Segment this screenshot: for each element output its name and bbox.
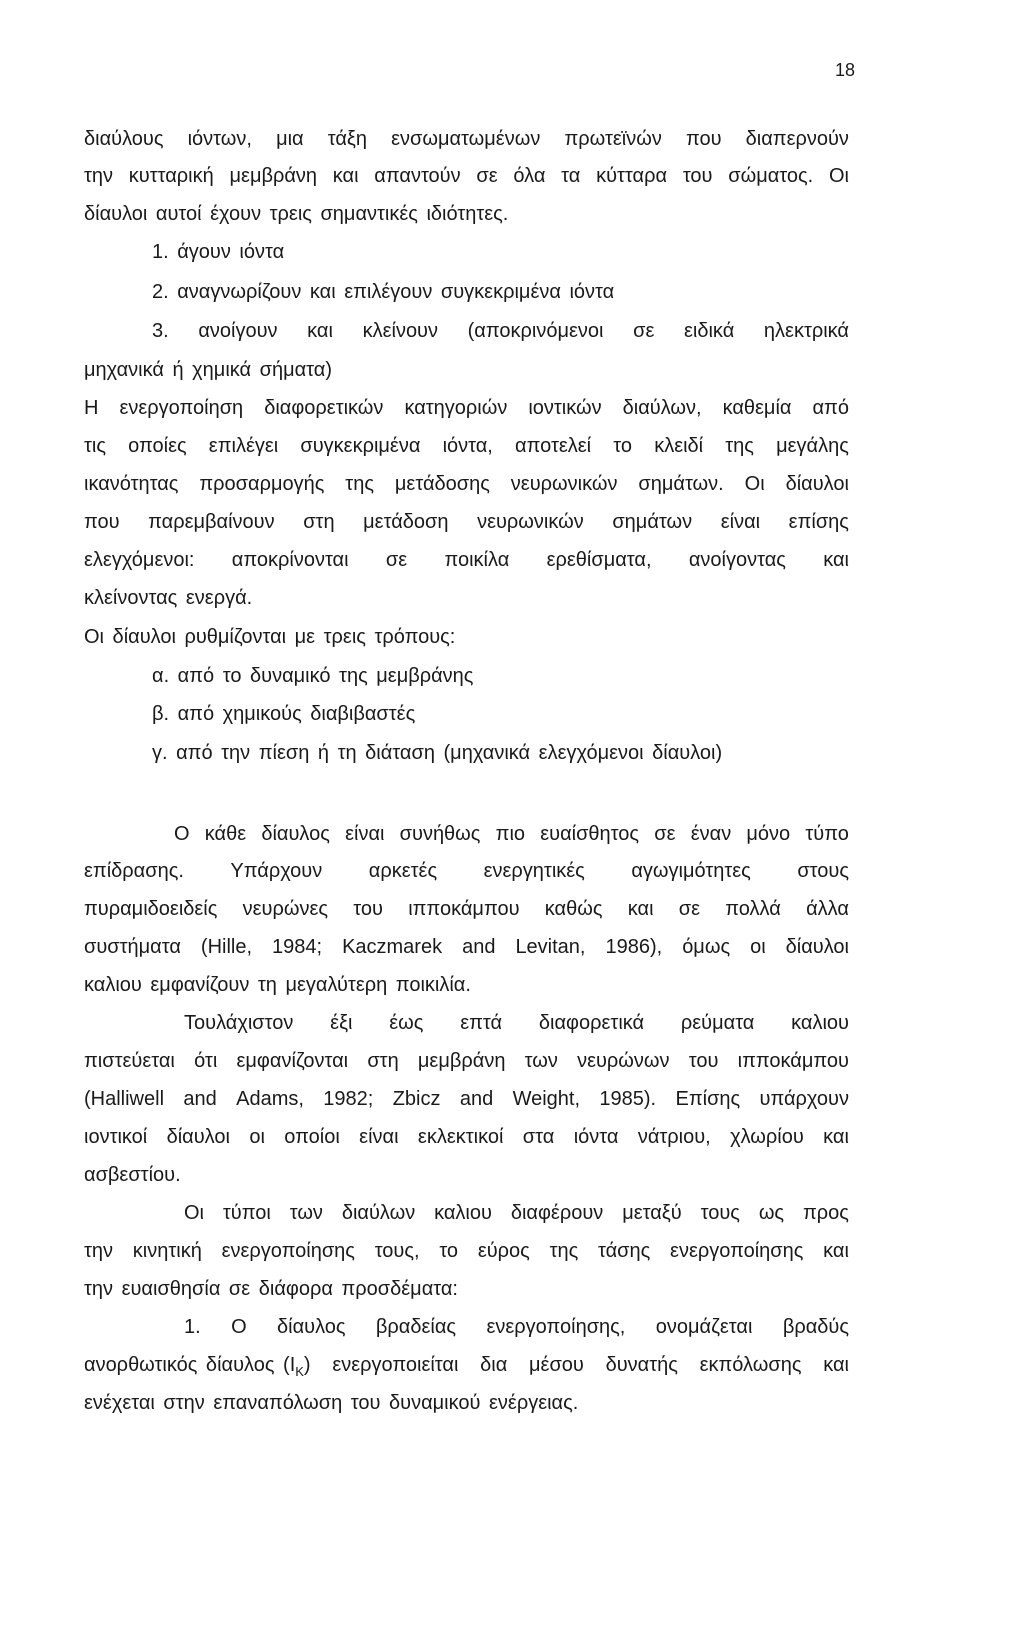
text-word: Οι	[184, 1202, 204, 1224]
text-line	[174, 823, 849, 846]
text-word: των	[524, 1050, 558, 1072]
text-word: δια	[480, 1354, 508, 1376]
text-word: ενεργοποίησης	[670, 1240, 804, 1262]
text-word: ενεργητικές	[483, 860, 585, 882]
text-word: οι	[750, 936, 766, 958]
text-word: καθώς	[544, 898, 603, 920]
text-word: δίαυλος	[261, 823, 330, 845]
text-line	[84, 936, 849, 959]
text-word: νευρωνικών	[477, 511, 584, 533]
text-word: στη	[367, 1050, 399, 1072]
text-word: Kaczmarek	[342, 936, 443, 958]
text-word: ενεργοποίησης	[221, 1240, 355, 1262]
text-word: εκπόλωσης	[699, 1354, 802, 1376]
text-word: διαύλους	[84, 128, 164, 150]
text-word: εκλεκτικοί	[417, 1126, 504, 1148]
text-word: 3.	[152, 320, 169, 342]
text-word: ιοντικών	[528, 397, 602, 419]
text-word: μια	[276, 128, 304, 150]
text-word: Επίσης	[675, 1088, 741, 1110]
text-word: Υπάρχουν	[230, 860, 323, 882]
text-word: δίαυλος	[277, 1316, 346, 1338]
text-word: αποτελεί	[515, 435, 592, 457]
text-word: πιστεύεται	[84, 1050, 175, 1072]
text-line	[84, 1126, 849, 1149]
text-line	[84, 1050, 849, 1073]
text-word: της	[725, 435, 754, 457]
text-word: και	[332, 165, 359, 187]
text-line: Οι δίαυλοι ρυθμίζονται με τρεις τρόπους:	[84, 626, 456, 648]
text-line: την ευαισθησία σε διάφορα προσδέματα:	[84, 1278, 458, 1300]
text-word: κλείνουν	[362, 320, 438, 342]
text-word: τις	[84, 435, 106, 457]
text-word: μέσου	[529, 1354, 584, 1376]
text-line	[184, 1316, 849, 1339]
text-line: 2. αναγνωρίζουν και επιλέγουν συγκεκριμένα ιόντα	[152, 281, 615, 303]
text-word: διαφέρουν	[510, 1202, 604, 1224]
text-word: ιπποκάμπου	[408, 898, 520, 920]
text-word: Levitan,	[515, 936, 586, 958]
text-word: πολλά	[725, 898, 781, 920]
text-word: επτά	[460, 1012, 503, 1034]
text-word: τάσης	[597, 1240, 651, 1262]
text-word: and	[462, 936, 496, 958]
text-word: διαφορετικά	[538, 1012, 645, 1034]
text-word: 1986),	[605, 936, 663, 958]
text-word: τύπο	[805, 823, 849, 845]
text-word: του	[353, 898, 383, 920]
text-word: 1.	[184, 1316, 201, 1338]
text-word: είναι	[720, 511, 761, 533]
text-line	[84, 511, 849, 534]
text-word: την	[84, 1240, 114, 1262]
text-line: μηχανικά ή χημικά σήματα)	[84, 359, 333, 381]
text-line	[184, 1202, 849, 1225]
text-word: Zbicz	[392, 1088, 441, 1110]
text-line	[84, 128, 849, 151]
text-word: 1982;	[323, 1088, 374, 1110]
text-word: την	[84, 165, 114, 187]
text-word: ειδικά	[684, 320, 735, 342]
text-word: διαύλων	[341, 1202, 416, 1224]
text-word: Ο	[231, 1316, 247, 1338]
text-word: από	[812, 397, 849, 419]
text-line	[84, 435, 849, 458]
text-word: καλιου	[791, 1012, 849, 1034]
text-word: ιόντα,	[442, 435, 493, 457]
text-word: συστήματα	[84, 936, 181, 958]
text-word: μετάδοση	[363, 511, 449, 533]
text-word: τους,	[374, 1240, 420, 1262]
text-word: Οι	[828, 165, 849, 187]
text-word: βραδείας	[375, 1316, 457, 1338]
text-word: κάθε	[204, 823, 247, 845]
text-word: πυραμιδοειδείς	[84, 898, 218, 920]
text-word: τους	[700, 1202, 740, 1224]
text-line: ενέχεται στην επαναπόλωση του δυναμικού ενέργειας.	[84, 1392, 579, 1414]
text-word: (Hille,	[200, 936, 253, 958]
text-word: ιπποκάμπου	[737, 1050, 849, 1072]
text-word: σε	[476, 165, 498, 187]
text-word: σε	[654, 823, 676, 845]
text-word: εύρος	[477, 1240, 530, 1262]
text-word: Οι	[744, 473, 765, 495]
text-word: βραδύς	[782, 1316, 849, 1338]
text-word: and	[459, 1088, 494, 1110]
text-word: 1984;	[272, 936, 323, 958]
text-word: και	[823, 1354, 849, 1376]
text-word: του	[682, 165, 713, 187]
text-word: νευρώνες	[242, 898, 329, 920]
text-word: ενσωματωμένων	[391, 128, 541, 150]
text-word: που	[685, 128, 722, 150]
text-word: στους	[797, 860, 849, 882]
text-word: μετάδοσης	[394, 473, 490, 495]
text-word: σημάτων	[612, 511, 693, 533]
text-word: διαφορετικών	[264, 397, 384, 419]
text-word: όμως	[682, 936, 731, 958]
text-word: Η	[84, 397, 99, 419]
text-line	[84, 1088, 849, 1111]
text-word: αρκετές	[368, 860, 438, 882]
text-word: και	[823, 1240, 849, 1262]
text-word: ρεύματα	[680, 1012, 755, 1034]
text-word: ενεργοποίησης,	[486, 1316, 626, 1338]
text-word: Adams,	[236, 1088, 304, 1110]
text-word: έναν	[690, 823, 732, 845]
text-word: είναι	[345, 823, 385, 845]
text-word: ευαίσθητος	[540, 823, 640, 845]
text-word: μεμβράνη	[417, 1050, 506, 1072]
text-word: κλειδί	[654, 435, 704, 457]
text-word: πιο	[495, 823, 526, 845]
text-word: αγωγιμότητες	[631, 860, 751, 882]
text-word: οι	[249, 1126, 265, 1148]
text-word: υπάρχουν	[759, 1088, 849, 1110]
text-word: ερεθίσματα,	[546, 549, 652, 571]
text-word: ποικίλα	[444, 549, 510, 571]
text-word: καθεμία	[722, 397, 792, 419]
text-word: επίσης	[788, 511, 849, 533]
text-word: 1985).	[599, 1088, 657, 1110]
text-word: σε	[385, 549, 408, 571]
text-word: νευρώνων	[577, 1050, 670, 1072]
text-word: το	[439, 1240, 459, 1262]
text-word: ενεργοποιείται	[332, 1354, 459, 1376]
text-word: άλλα	[806, 898, 849, 920]
text-line	[84, 165, 849, 188]
text-word: δυνατής	[605, 1354, 678, 1376]
text-word: το	[613, 435, 633, 457]
text-word: ενεργοποίηση	[119, 397, 244, 419]
text-word: στη	[303, 511, 335, 533]
text-word: κατηγοριών	[404, 397, 508, 419]
text-word: που	[84, 511, 120, 533]
text-word: σώματος.	[728, 165, 814, 187]
text-word: διαύλων,	[622, 397, 702, 419]
text-word: and	[183, 1088, 217, 1110]
text-word: τύποι	[222, 1202, 271, 1224]
text-word: Ο	[174, 823, 190, 845]
text-word: στα	[522, 1126, 555, 1148]
text-word: ιοντικοί	[84, 1126, 148, 1148]
text-word: δίαυλοι	[785, 936, 849, 958]
text-word: έως	[389, 1012, 424, 1034]
text-word: εμφανίζονται	[236, 1050, 349, 1072]
text-word: ιόντα	[573, 1126, 619, 1148]
text-word: συγκεκριμένα	[300, 435, 421, 457]
text-word: ως	[758, 1202, 785, 1224]
text-word: προς	[802, 1202, 849, 1224]
text-line	[84, 1240, 849, 1263]
text-word: νάτριου,	[637, 1126, 711, 1148]
text-word: ανοίγουν	[198, 320, 278, 342]
text-word: μεμβράνη	[229, 165, 318, 187]
text-line: καλιου εμφανίζουν τη μεγαλύτερη ποικιλία.	[84, 974, 471, 996]
text-line	[84, 898, 849, 921]
text-word: οποίοι	[284, 1126, 340, 1148]
text-word: και	[823, 549, 849, 571]
text-line: α. από το δυναμικό της μεμβράνης	[152, 665, 474, 687]
text-word: πρωτεϊνών	[564, 128, 662, 150]
text-word: επίδρασης.	[84, 860, 184, 882]
text-word: Weight,	[512, 1088, 581, 1110]
text-word: οποίες	[128, 435, 187, 457]
text-word: καλιου	[434, 1202, 492, 1224]
text-word: της	[345, 473, 374, 495]
text-line	[152, 320, 849, 343]
text-word: μεγάλης	[776, 435, 849, 457]
text-line: δίαυλοι αυτοί έχουν τρεις σημαντικές ιδιότητες.	[84, 203, 509, 225]
text-line	[184, 1012, 849, 1035]
text-word: (Halliwell	[84, 1088, 165, 1110]
text-word: σε	[633, 320, 655, 342]
text-word: των	[289, 1202, 323, 1224]
text-word: διαπερνούν	[745, 128, 849, 150]
text-word: χλωρίου	[730, 1126, 804, 1148]
text-word: μεταξύ	[622, 1202, 682, 1224]
text-word: αποκρίνονται	[231, 549, 349, 571]
text-word: τα	[561, 165, 581, 187]
text-word: επιλέγει	[208, 435, 279, 457]
text-word: και	[627, 898, 654, 920]
text-word: κυτταρική	[128, 165, 214, 187]
text-line	[84, 473, 849, 496]
text-line	[84, 1354, 849, 1379]
text-word: της	[549, 1240, 579, 1262]
text-line: κλείνοντας ενεργά.	[84, 587, 253, 609]
text-word: τάξη	[327, 128, 367, 150]
text-word: κινητική	[132, 1240, 202, 1262]
text-word: μόνο	[746, 823, 791, 845]
text-line	[84, 860, 849, 883]
text-line: ασβεστίου.	[84, 1164, 181, 1186]
text-fragment: ανορθωτικός δίαυλος $(I_K)$	[84, 1354, 311, 1379]
text-word: απαντούν	[374, 165, 461, 187]
text-word: ότι	[194, 1050, 218, 1072]
text-line: 1. άγουν ιόντα	[152, 241, 285, 263]
text-word: δίαυλοι	[166, 1126, 230, 1148]
text-word: παρεμβαίνουν	[148, 511, 275, 533]
text-word: προσαρμογής	[199, 473, 325, 495]
text-word: νευρωνικών	[510, 473, 618, 495]
text-word: συνήθως	[399, 823, 481, 845]
text-word: όλα	[513, 165, 546, 187]
text-word: σημάτων.	[638, 473, 724, 495]
text-word: (αποκρινόμενοι	[467, 320, 604, 342]
text-word: ιόντων,	[187, 128, 252, 150]
text-line	[84, 397, 849, 420]
text-word: και	[307, 320, 333, 342]
text-line: γ. από την πίεση ή τη διάταση (μηχανικά ελεγχόμενοι δίαυλοι)	[152, 742, 723, 764]
text-word: έξι	[330, 1012, 353, 1034]
text-word: Τουλάχιστον	[184, 1012, 294, 1034]
text-word: ονομάζεται	[655, 1316, 753, 1338]
text-word: ελεγχόμενοι:	[84, 549, 195, 571]
text-word: ηλεκτρικά	[763, 320, 849, 342]
text-word: κύτταρα	[596, 165, 668, 187]
text-word: σε	[678, 898, 701, 920]
text-line: β. από χημικούς διαβιβαστές	[152, 703, 416, 725]
page-number: 18	[835, 60, 856, 80]
text-word: δίαυλοι	[785, 473, 849, 495]
text-word: και	[823, 1126, 849, 1148]
text-word: ικανότητας	[84, 473, 179, 495]
subscript-text: K	[295, 1364, 304, 1379]
text-word: του	[688, 1050, 719, 1072]
text-word: ανοίγοντας	[688, 549, 786, 571]
text-line	[84, 549, 849, 572]
text-word: είναι	[359, 1126, 399, 1148]
